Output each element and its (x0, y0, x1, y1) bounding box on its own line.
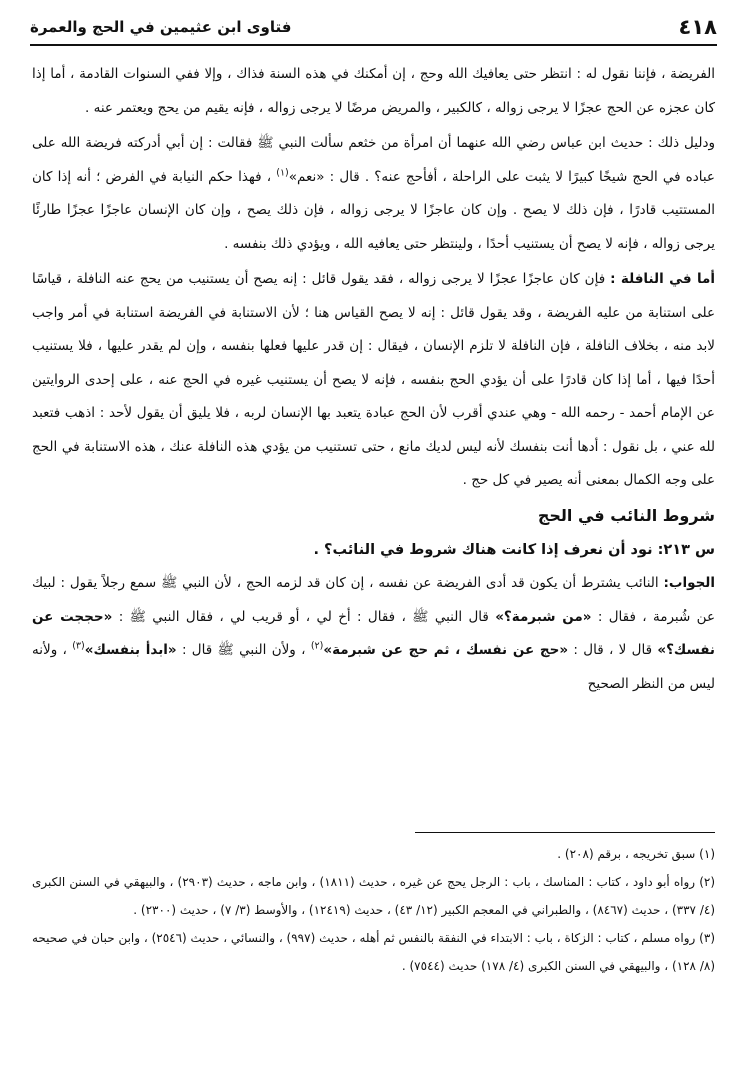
hadith-quote-4: «ابدأ بنفسك» (84, 642, 177, 658)
paragraph-2-cont: ، فهذا حكم النيابة في الفرض ؛ أنه إذا كان المستتيب قادرًا ، فإن ذلك لا يصح . وإن كان عاجزًا لا يرجى زواله ، فإن ذلك يصح ، وإن كان الإنسان عاجزًا عجزًا طارئًا يرجى زواله ، فإنه لا يصح أن يستنيب أحدًا ، ولينتظر حتى يعافيه الله ، ويؤدي ذلك بنفسه . (32, 168, 715, 252)
footnote-ref-2[interactable]: (٢) (310, 640, 324, 652)
answer-paragraph (32, 567, 715, 701)
answer-text-3: قال لا ، قال : (568, 642, 658, 658)
footnote-2: (٢) رواه أبو داود ، كتاب : المناسك ، باب : الرجل يحج عن غيره ، حديث (١٨١١) ، وابن ماجه ، حديث (٢٩٠٣) ، والبيهقي في السنن الكبرى (٤/ ٣٣٧) ، حديث (٨٤٦٧) ، والطبراني في المعجم الكبير (١٢/ ٤٣) ، حديث (١٢٤١٩) ، والأوسط (٣/ ٧) ، حديث (٢٣٠٠) . (32, 875, 716, 917)
answer-text-2: قال النبي ﷺ ، فقال : أخ لي ، أو قريب لي ، فقال النبي ﷺ : (112, 608, 496, 625)
answer-label: الجواب: (663, 575, 715, 591)
header-divider (30, 44, 717, 46)
paragraph-2-text: ودليل ذلك : حديث ابن عباس رضي الله عنهما أن امرأة من خثعم سألت النبي ﷺ فقالت : إن أبي أدركته فريضة الله على عباده في الحج شيخًا كبيرًا لا يثبت على الراحلة ، أفأحج عنه؟ . قال : «نعم» (32, 135, 715, 185)
footnote-ref-1[interactable]: (١) (276, 167, 289, 178)
answer-text-5: ، ولأنه ليس من النظر الصحيح (32, 642, 715, 692)
footnote-divider (415, 832, 715, 833)
main-text (32, 58, 715, 701)
section-title: شروط النائب في الحج (537, 505, 715, 525)
answer-text-1: النائب يشترط أن يكون قد أدى الفريضة عن نفسه ، إن كان قد لزمه الحج ، لأن النبي ﷺ سمع رجلاً يقول : لبيك عن شُبرمة ، فقال : (32, 575, 715, 625)
answer-text-4: ، ولأن النبي ﷺ قال : (176, 642, 311, 658)
hadith-quote-3: «حج عن نفسك ، ثم حج عن شبرمة» (323, 642, 569, 658)
footnote-1: (١) سبق تخريجه ، برقم (٢٠٨) . (557, 847, 715, 861)
question-213: س ٢١٣: نود أن نعرف إذا كانت هناك شروط في النائب؟ . (313, 541, 715, 558)
footnote-ref-3[interactable]: (٣) (72, 640, 85, 652)
running-title: فتاوى ابن عثيمين في الحج والعمرة (30, 18, 292, 36)
paragraph-3: أما في النافلة : فإن كان عاجزًا عجزًا لا يرجى زواله ، فقد يقول قائل : إنه يصح أن يستنيب من يحج عنه النافلة ، قياسًا على استنابة من عليه الفريضة ، وقد يقول قائل : إنه لا يصح القياس هنا ؛ لأن الاستنابة في الفريضة استنابة في أمر واجب لابد منه ، بخلاف النافلة ، فإن النافلة لا تلزم الإنسان ، فيقال : إن قدر عليها فعلها بنفسه ، وإن لم يقدر عليها ، فلا يستنيب أحدًا فيها ، أما إذا كان قادرًا على أن يؤدي الحج بنفسه ، فإنه لا يصح أن يستنيب غيره في الحج عنه ، على إحدى الروايتين عن الإمام أحمد - رحمه الله - وهي عندي أقرب لأن الحج عبادة يتعبد بها الإنسان لربه ، فلا يليق أن يقول لأحد : اذهب فتعبد لله عني ، بل نقول : أدها أنت بنفسك لأنه ليس لديك مانع ، حتى تستنيب من يؤدي هذه النافلة عنك ، هذه الاستنابة في الحج على وجه الكمال بمعنى أنه يصير في كل حج . (32, 271, 715, 488)
footnote-3: (٣) رواه مسلم ، كتاب : الزكاة ، باب : الابتداء في النفقة بالنفس ثم أهله ، حديث (٩٩٧) ، والنسائي ، حديث (٢٥٤٦) ، وابن حبان في صحيحه (٨/ ١٢٨) ، والبيهقي في السنن الكبرى (٤/ ١٧٨) حديث (٧٥٤٤) . (32, 931, 715, 973)
footnotes (32, 840, 715, 980)
hadith-quote-2: «حججت عن نفسك؟» (32, 608, 716, 658)
page-header (30, 12, 717, 42)
page-number: ٤١٨ (678, 15, 717, 39)
paragraph-1: الفريضة ، فإننا نقول له : انتظر حتى يعافيك الله وحج ، إن أمكنك في هذه السنة فذاك ، وإلا ففي السنوات القادمة ، أما إذا كان عجزه عن الحج عجزًا لا يرجى زواله ، كالكبير ، والمريض مرضًا لا يرجى زواله ، فإنه يقيم من يحج ويعتمر عنه . (32, 66, 715, 116)
paragraph-2 (32, 127, 715, 261)
hadith-quote-1: «من شبرمة؟» (495, 608, 592, 625)
paragraph-lead: أما في النافلة : (610, 271, 715, 287)
